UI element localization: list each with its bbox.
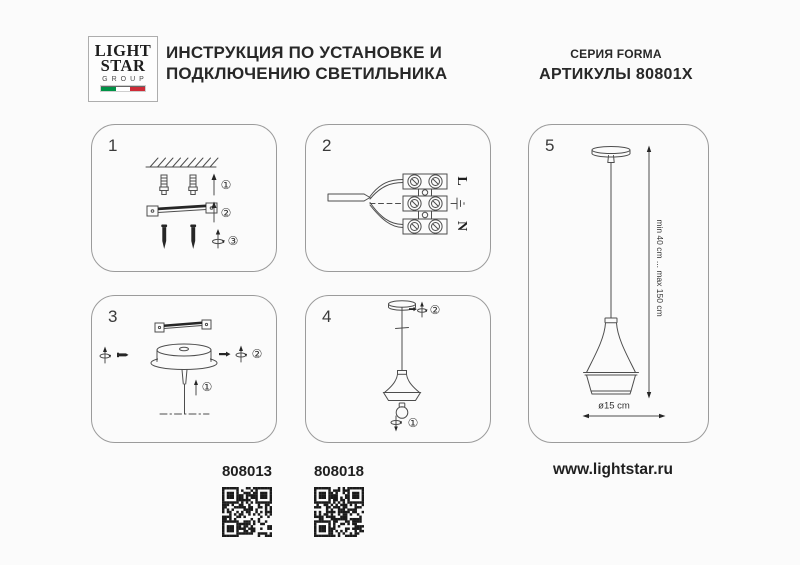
flag-white-stripe — [116, 87, 131, 91]
step-5-number: 5 — [545, 136, 555, 155]
page-title — [166, 42, 447, 84]
arrow-up-icon-2 — [212, 202, 217, 223]
logo-word-star: STAR — [100, 55, 146, 75]
article-code-808018: 808018 — [313, 463, 365, 480]
terminal-block-icon — [403, 174, 447, 234]
diameter-label: ø15 cm — [598, 400, 630, 412]
height-range-label: min 40 cm ... max 150 cm — [655, 219, 665, 317]
step-3-diagram — [92, 296, 278, 444]
cord-icon — [396, 307, 409, 370]
step-1-diagram — [92, 125, 278, 273]
canopy-icon — [151, 344, 217, 370]
shade-icon — [384, 371, 421, 401]
title-line-2: ПОДКЛЮЧЕНИЮ СВЕТИЛЬНИКА — [166, 64, 448, 83]
flag-green-stripe — [101, 87, 116, 91]
callout-1: ① — [220, 178, 232, 192]
step-2-panel — [305, 124, 491, 272]
callout-2: ② — [429, 302, 441, 317]
articles-name: АРТИКУЛЫ 80801X — [539, 66, 693, 83]
flag-red-stripe — [130, 87, 145, 91]
ceiling-hatch-icon — [146, 158, 218, 167]
diameter-dimension-line — [583, 414, 666, 418]
logo-word-group: GROUP — [102, 76, 148, 83]
screw-icon-left — [117, 353, 129, 358]
screw-icons — [161, 225, 196, 250]
title-line-1: ИНСТРУКЦИЯ ПО УСТАНОВКЕ И — [166, 43, 442, 62]
step-2-diagram — [306, 125, 492, 273]
step-4-panel — [305, 295, 491, 443]
callout-2: ② — [220, 206, 232, 220]
earth-symbol-icon — [451, 198, 464, 209]
callout-2: ② — [251, 347, 263, 361]
arrow-right-icon — [219, 352, 231, 357]
shade-icon — [584, 318, 639, 394]
screwing-rotation-icon-right — [236, 346, 247, 363]
qr-code-808018 — [314, 487, 364, 537]
step-5-panel — [528, 124, 709, 443]
neutral-terminal-label: N — [454, 220, 469, 232]
callout-3: ③ — [227, 234, 239, 248]
mounting-bracket-icon — [147, 203, 217, 216]
callout-1: ① — [407, 416, 419, 430]
supply-cable-icon — [328, 194, 370, 201]
series-block — [520, 47, 712, 84]
step-4-diagram — [306, 296, 492, 444]
step-1-panel — [91, 124, 277, 272]
step-3-panel — [91, 295, 277, 443]
italian-flag — [101, 86, 145, 91]
callout-1: ① — [201, 380, 213, 394]
qr-pattern — [314, 487, 364, 537]
screwing-rotation-icon-3 — [213, 229, 225, 248]
screwing-rotation-icon-left — [100, 347, 111, 364]
article-code-808013: 808013 — [221, 463, 273, 480]
wall-plug-icons — [160, 175, 197, 195]
step-1-number: 1 — [108, 136, 118, 155]
height-dimension-line — [647, 146, 651, 399]
logo-word-light: LIGHT — [94, 41, 152, 60]
qr-code-808013 — [222, 487, 272, 537]
series-name: СЕРИЯ FORMA — [570, 47, 662, 61]
mounting-bracket-icon — [155, 320, 211, 332]
step-2-number: 2 — [322, 136, 332, 155]
live-terminal-label: L — [454, 176, 469, 186]
canopy-icon — [592, 147, 630, 163]
website-url: www.lightstar.ru — [553, 461, 673, 478]
screwing-rotation-icon-top — [418, 302, 428, 318]
step-5-diagram — [529, 125, 710, 444]
arrow-up-icon — [194, 380, 198, 396]
step-3-number: 3 — [108, 307, 118, 326]
wires-icon — [370, 180, 403, 228]
bulb-icon — [396, 403, 408, 418]
arrow-up-icon-1 — [212, 174, 217, 196]
qr-pattern — [222, 487, 272, 537]
step-4-number: 4 — [322, 307, 332, 326]
lightstar-logo — [88, 36, 158, 102]
